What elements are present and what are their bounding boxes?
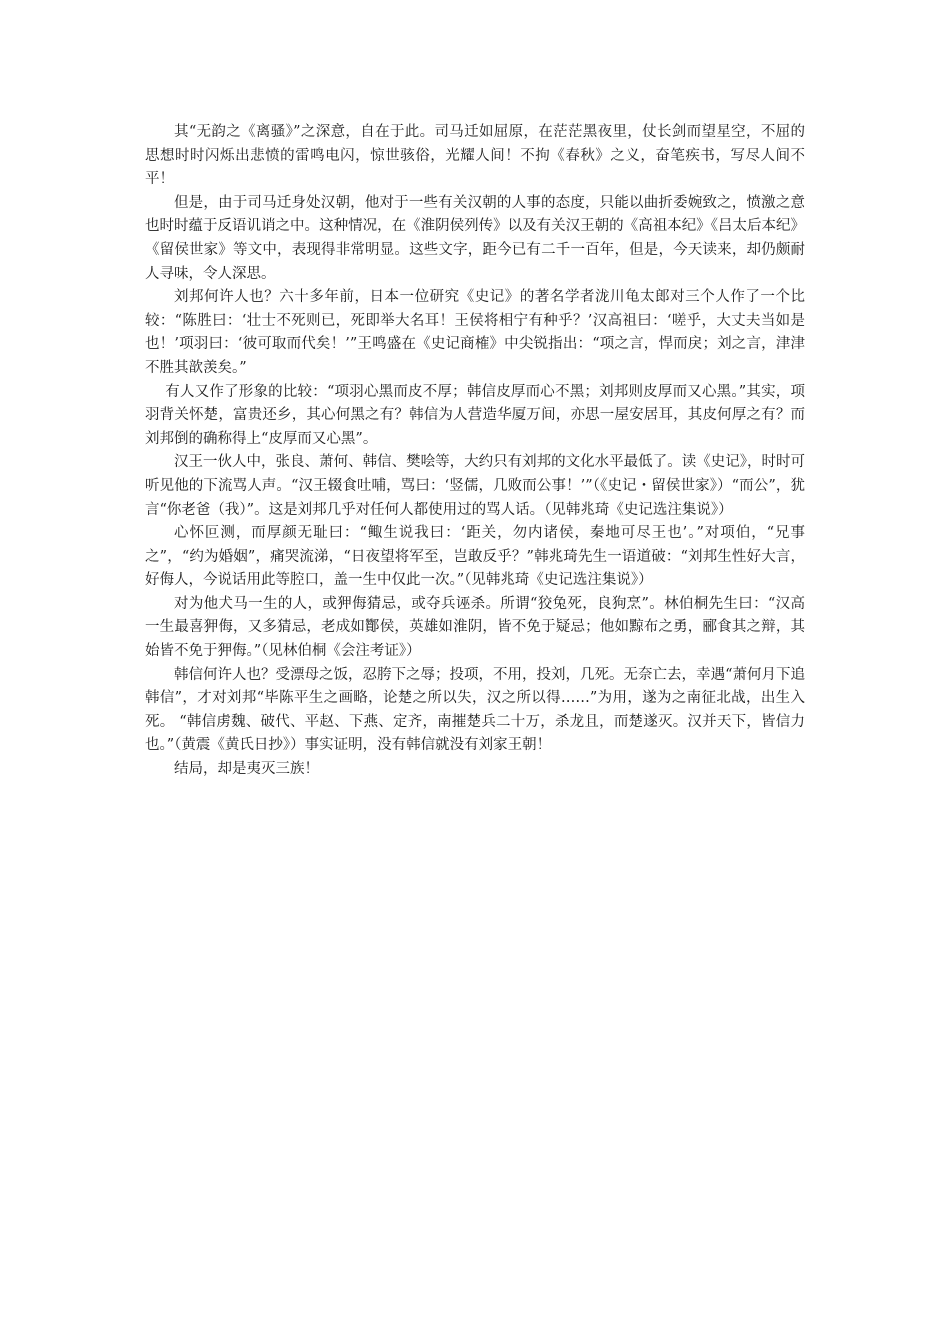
- paragraph-8: 韩信何许人也？受漂母之饭，忍胯下之辱；投项，不用，投刘，几死。无奈亡去，幸遇“萧何月下追韩信”，才对刘邦“毕陈平生之画略，论楚之所以失，汉之所以得……”为用，遂为之南征北战，出生入死。 “韩信虏魏、破代、平赵、下燕、定齐，南摧楚兵二十万，杀龙且，而楚遂灭。汉并天下，皆信力也。”（黄震《黄氏日抄》）事实证明，没有韩信就没有刘家王朝！: [145, 666, 805, 754]
- paragraph-3: 刘邦何许人也？六十多年前，日本一位研究《史记》的著名学者泷川龟太郎对三个人作了一个比较：“陈胜曰：‘壮士不死则已，死即举大名耳！王侯将相宁有种乎？’汉高祖曰：‘嗟乎，大丈夫当如是也！’项羽曰：‘彼可取而代矣！’”王鸣盛在《史记商榷》中尖锐指出：“项之言，悍而戾；刘之言，津津不胜其歆羡矣。”: [145, 289, 805, 376]
- paragraph-4: 有人又作了形象的比较：“项羽心黑而皮不厚；韩信皮厚而心不黑；刘邦则皮厚而又心黑。”其实，项羽背关怀楚，富贵还乡，其心何黑之有？韩信为人营造华厦万间，亦思一屋安居耳，其皮何厚之有？而刘邦倒的确称得上“皮厚而又心黑”。: [145, 383, 805, 447]
- article-body: [145, 121, 805, 782]
- paragraph-5: 汉王一伙人中，张良、萧何、韩信、樊哙等，大约只有刘邦的文化水平最低了。读《史记》，时时可听见他的下流骂人声。“汉王辍食吐哺，骂曰：‘竖儒，几败而公事！’”（《史记・留侯世家》）“而公”，犹言“你老爸（我）”。这是刘邦几乎对任何人都使用过的骂人话。（见韩兆琦《史记选注集说》）: [145, 454, 805, 518]
- paragraph-7: 对为他犬马一生的人，或狎侮猜忌，或夺兵诬杀。所谓“狡兔死，良狗烹”。林伯桐先生曰：“汉高一生最喜狎侮，又多猜忌，老成如酇侯，英雄如淮阴，皆不免于疑忌；他如黥布之勇，郦食其之辩，其始皆不免于狎侮。”（见林伯桐《会注考证》）: [145, 595, 805, 660]
- paragraph-6: 心怀叵测，而厚颜无耻曰：“鲰生说我曰：‘距关，勿内诸侯，秦地可尽王也’。”对项伯，“兄事之”，“约为婚姻”，痛哭流涕，“日夜望将军至，岂敢反乎？”韩兆琦先生一语道破：“刘邦生性好大言，好侮人，今说话用此等腔口，盖一生中仅此一次。”（见韩兆琦《史记选注集说》）: [145, 525, 805, 589]
- paragraph-9: 结局，却是夷灭三族！: [174, 761, 319, 778]
- paragraph-2: 但是，由于司马迁身处汉朝，他对于一些有关汉朝的人事的态度，只能以曲折委婉致之，愤激之意也时时蕴于反语讥诮之中。这种情况，在《淮阴侯列传》以及有关汉王朝的《高祖本纪》《吕太后本纪》《留侯世家》等文中，表现得非常明显。这些文字，距今已有二千一百年，但是，今天读来，却仍颇耐人寻味，令人深思。: [145, 194, 805, 282]
- paragraph-1: 其“无韵之《离骚》”之深意，自在于此。司马迁如屈原，在茫茫黑夜里，仗长剑而望星空，不屈的思想时时闪烁出悲愤的雷鸣电闪，惊世骇俗，光耀人间！不拘《春秋》之义，奋笔疾书，写尽人间不平！: [145, 124, 805, 188]
